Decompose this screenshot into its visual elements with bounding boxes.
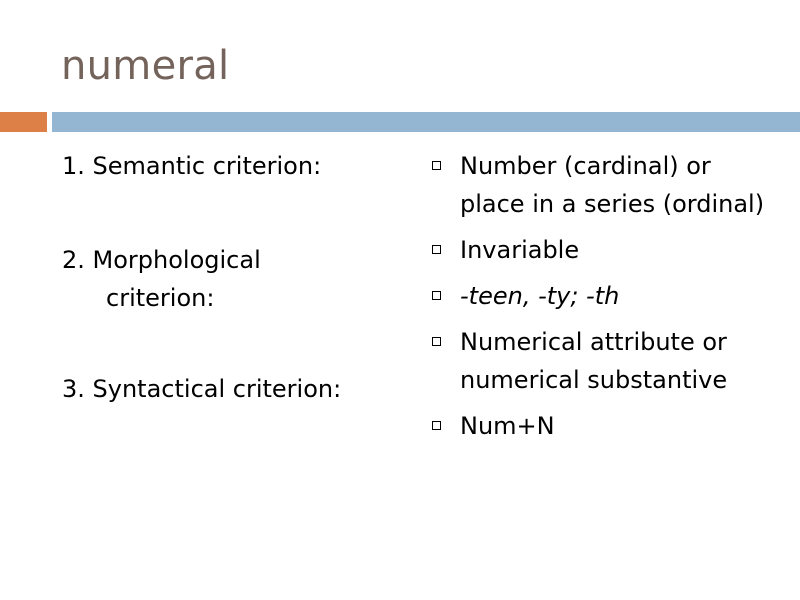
bullet-text: Invariable (460, 236, 580, 264)
square-bullet-icon (432, 245, 441, 254)
criterion-label: 1. Semantic criterion: (62, 152, 322, 180)
bullet-list (432, 147, 777, 453)
criterion-syntactical (62, 370, 341, 408)
bullet-item-invariable (432, 231, 777, 269)
bullet-text: Numerical attribute or numerical substantive (460, 328, 728, 394)
bullet-text: Num+N (460, 412, 555, 440)
bullet-item-number (432, 147, 777, 223)
bullet-item-function (432, 323, 777, 399)
bullet-item-suffixes (432, 277, 777, 315)
square-bullet-icon (432, 421, 441, 430)
criterion-morphological (62, 241, 261, 317)
criterion-label: 3. Syntactical criterion: (62, 375, 342, 403)
square-bullet-icon (432, 291, 441, 300)
title-underline-bar (52, 112, 800, 132)
criterion-label-continued: criterion: (106, 284, 215, 312)
bullet-text: -teen, -ty; -th (460, 282, 620, 310)
square-bullet-icon (432, 161, 441, 170)
slide-title: numeral (61, 43, 230, 89)
accent-bar (0, 112, 47, 132)
square-bullet-icon (432, 337, 441, 346)
bullet-item-combinability (432, 407, 777, 445)
bullet-text: Number (cardinal) or place in a series (ordinal) (460, 152, 765, 218)
criterion-label: 2. Morphological (62, 246, 261, 274)
criterion-semantic (62, 147, 321, 185)
